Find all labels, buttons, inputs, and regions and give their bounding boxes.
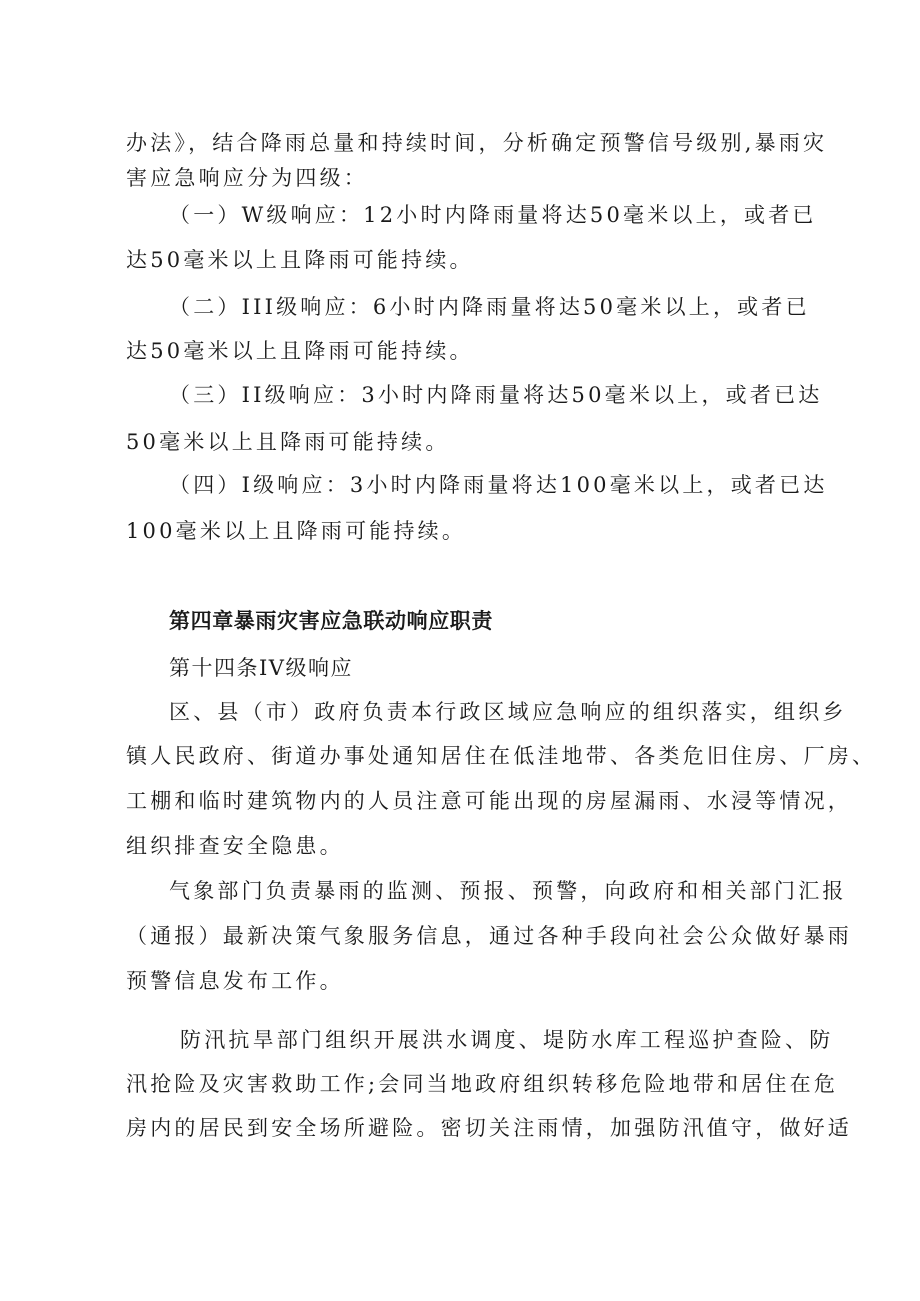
level-2-line-1: （三）II级响应：3小时内降雨量将达50毫米以上，或者已达 [169,383,823,407]
para1-line-2: 镇人民政府、街道办事处通知居住在低洼地带、各类危旧住房、厂房、 [126,744,877,768]
para1-line-3: 工棚和临时建筑物内的人员注意可能出现的房屋漏雨、水浸等情况， [126,789,852,813]
para1-line-4: 组织排查安全隐患。 [126,834,344,858]
level-3-line-2: 达50毫米以上且降雨可能持续。 [126,339,474,363]
para2-line-2: （通报）最新决策气象服务信息，通过各种手段向社会公众做好暴雨 [126,924,852,948]
intro-line-2: 害应急响应分为四级： [126,166,368,190]
para3-line-2: 汛抢险及灾害救助工作;会同当地政府组织转移危险地带和居住在危 [126,1072,839,1096]
article-heading: 第十四条IV级响应 [169,656,353,680]
para1-line-1: 区、县（市）政府负责本行政区域应急响应的组织落实，组织乡 [169,700,847,724]
para3-line-3: 房内的居民到安全场所避险。密切关注雨情，加强防汛值守，做好适 [126,1116,852,1140]
level-4-line-1: （一）W级响应：12小时内降雨量将达50毫米以上，或者已 [169,203,817,227]
level-1-line-1: （四）I级响应：3小时内降雨量将达100毫米以上，或者已达 [169,473,828,497]
para2-line-3: 预警信息发布工作。 [126,969,344,993]
level-3-line-1: （二）III级响应：6小时内降雨量将达50毫米以上，或者已 [169,295,810,319]
intro-line-1: 办法》，结合降雨总量和持续时间，分析确定预警信号级别,暴雨灾 [126,131,828,155]
chapter-heading: 第四章暴雨灾害应急联动响应职责 [169,609,493,633]
level-4-line-2: 达50毫米以上且降雨可能持续。 [126,248,474,272]
level-2-line-2: 50毫米以上且降雨可能持续。 [126,430,450,454]
para2-line-1: 气象部门负责暴雨的监测、预报、预警，向政府和相关部门汇报 [169,879,847,903]
level-1-line-2: 100毫米以上且降雨可能持续。 [126,519,467,543]
para3-line-1: 防汛抗旱部门组织开展洪水调度、堤防水库工程巡护查险、防 [180,1028,834,1052]
